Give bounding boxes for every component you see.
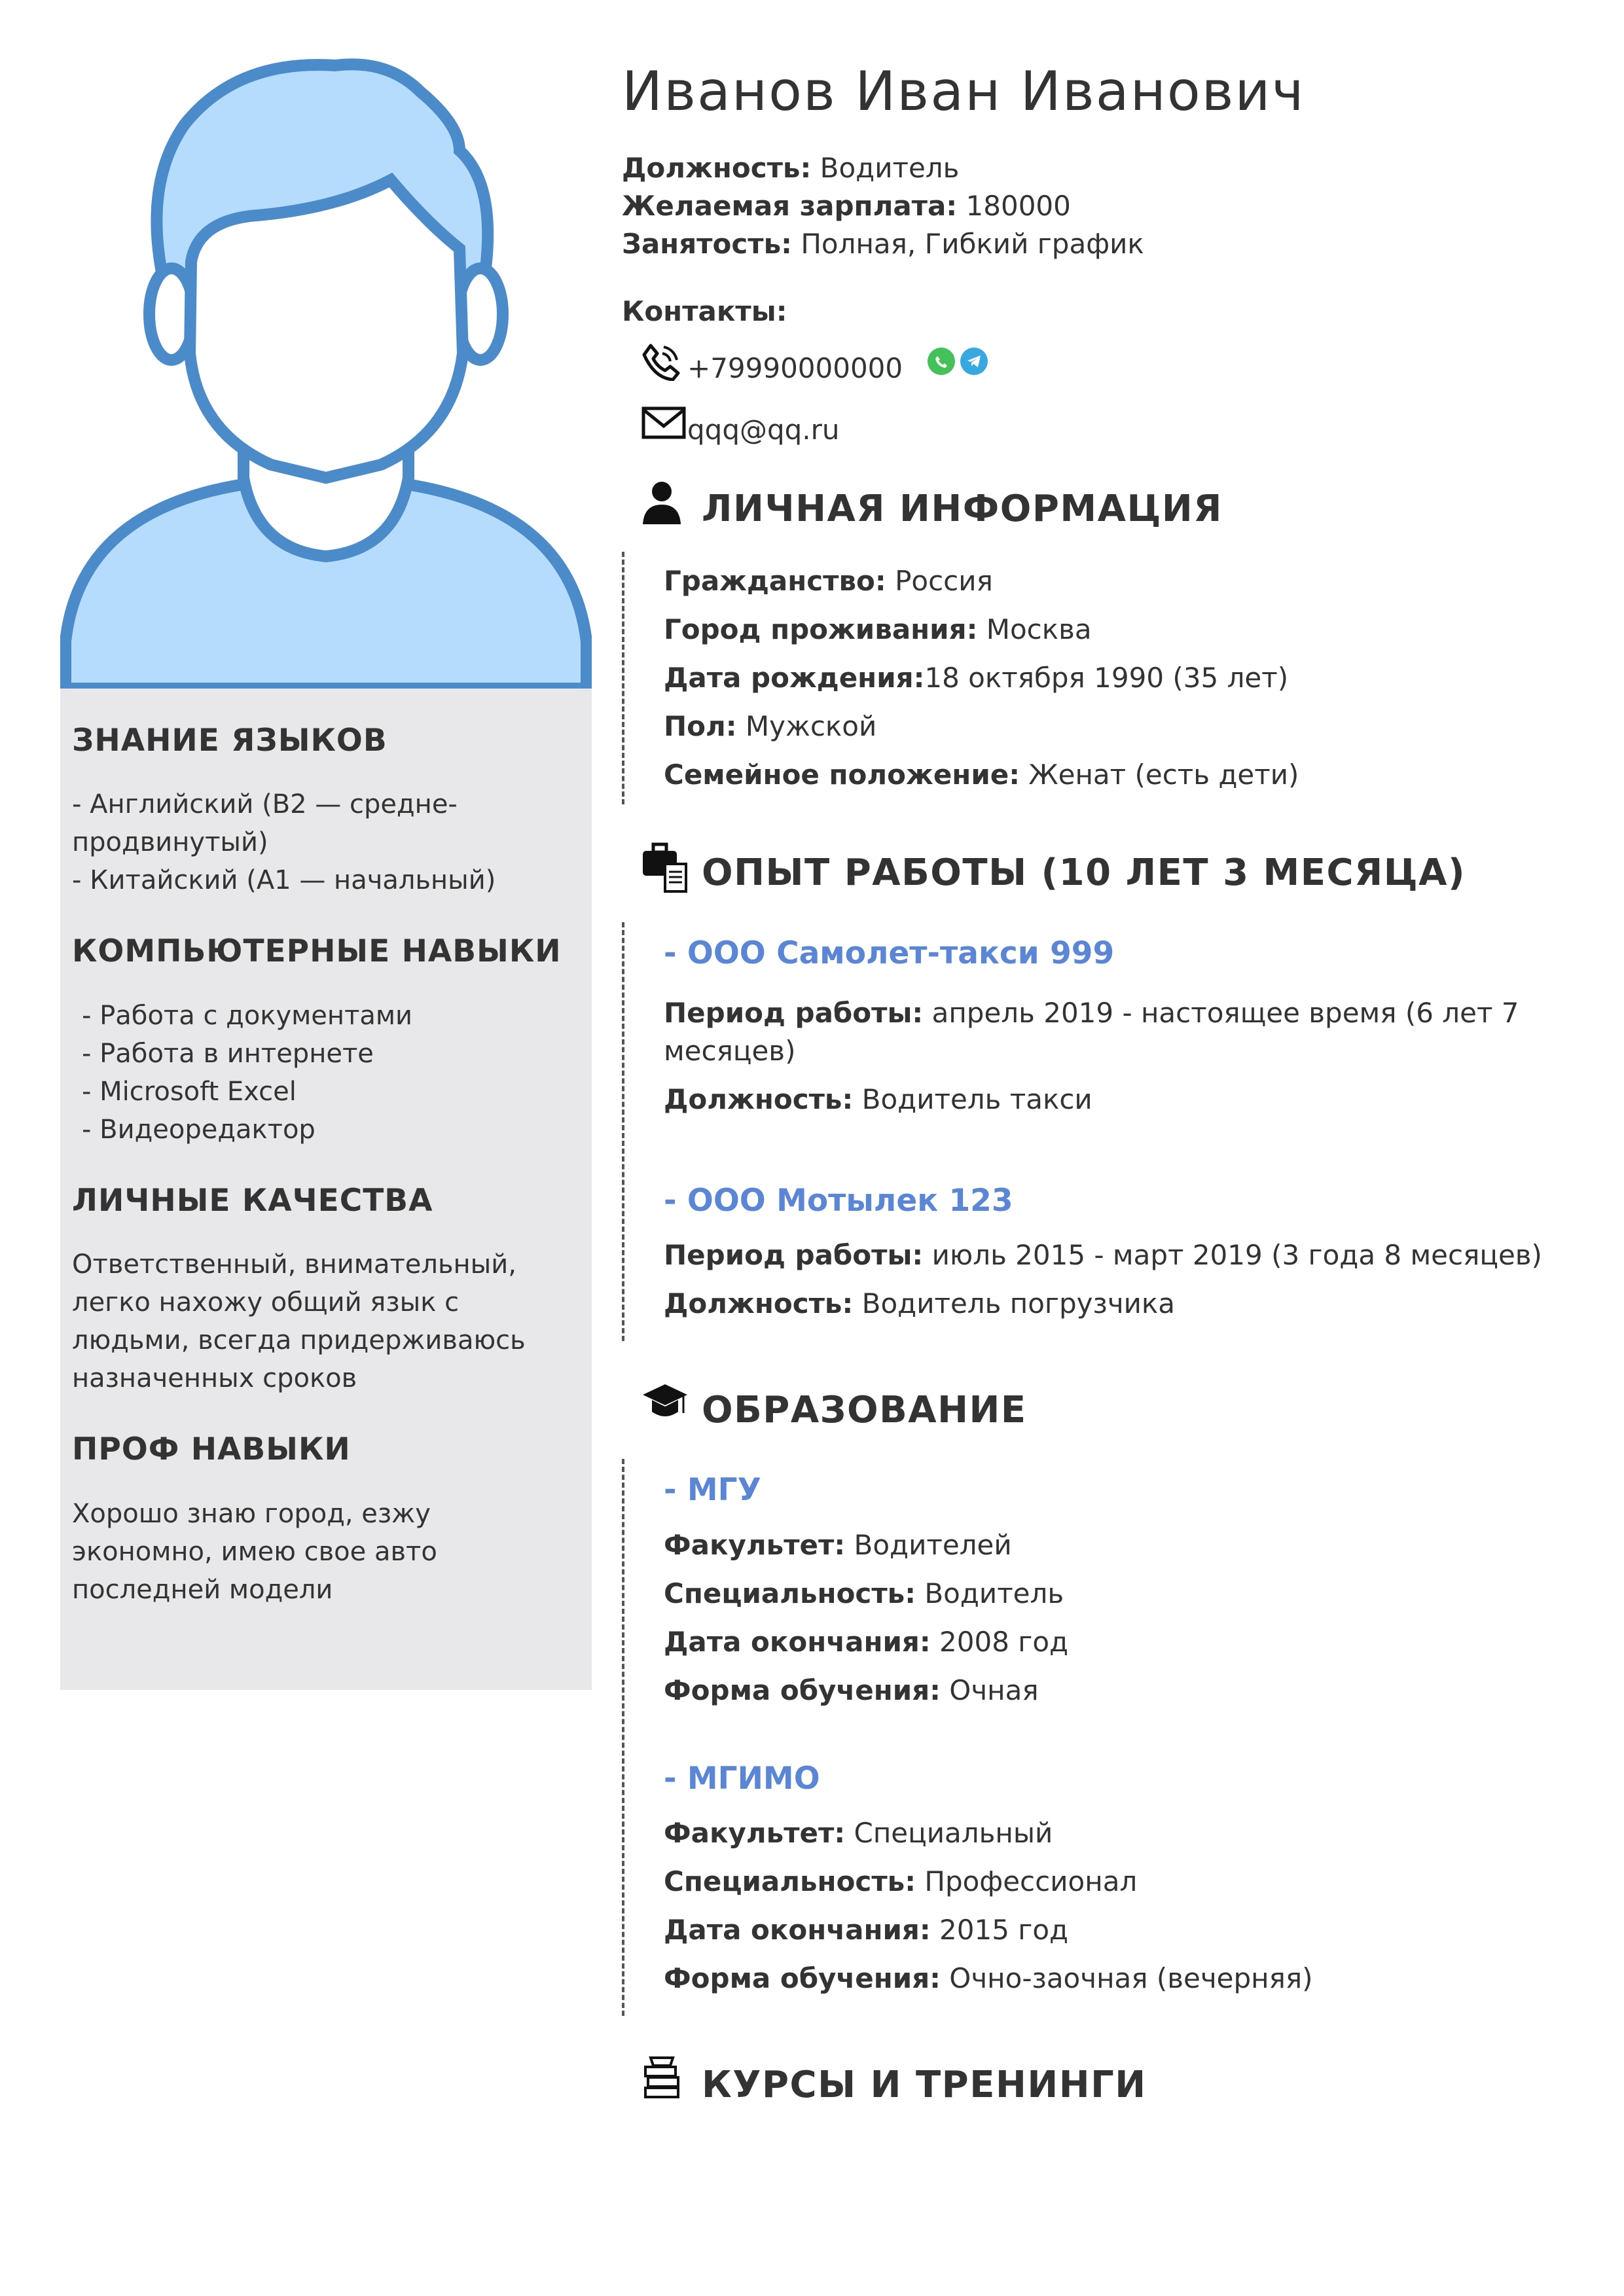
specialty-row bbox=[664, 1570, 1578, 1618]
row-label: Семейное положение: bbox=[664, 758, 1020, 791]
salary-value: 180000 bbox=[957, 189, 1071, 222]
birthdate-row bbox=[664, 654, 1578, 702]
row-label: Факультет: bbox=[664, 1528, 846, 1561]
email-value[interactable]: qqq@qq.ru bbox=[687, 414, 840, 446]
computer-skills-list bbox=[72, 997, 580, 1149]
study-form-row bbox=[664, 1954, 1578, 2003]
person-meta bbox=[622, 149, 1578, 263]
row-label: Дата окончания: bbox=[664, 1914, 931, 1946]
company-name: - ООО Самолет-такси 999 bbox=[664, 935, 1115, 971]
company-name: - ООО Мотылек 123 bbox=[664, 1182, 1013, 1219]
list-item: - Работа с документами bbox=[82, 997, 580, 1035]
row-label: Город проживания: bbox=[664, 613, 978, 645]
school-name: - МГИМО bbox=[664, 1760, 820, 1797]
row-value: 2015 год bbox=[930, 1914, 1069, 1946]
row-label: Форма обучения: bbox=[664, 1674, 941, 1706]
row-label: Дата рождения: bbox=[664, 661, 925, 694]
row-value: 2008 год bbox=[930, 1625, 1069, 1658]
row-label: Факультет: bbox=[664, 1817, 846, 1850]
telegram-icon[interactable] bbox=[960, 348, 988, 375]
job-position-row bbox=[664, 1075, 1578, 1124]
phone-row[interactable] bbox=[622, 331, 1578, 392]
job-entry bbox=[664, 935, 1578, 1124]
employment-value: Полная, Гибкий график bbox=[791, 227, 1144, 260]
email-row[interactable] bbox=[622, 392, 1578, 454]
education-title: ОБРАЗОВАНИЕ bbox=[702, 1388, 1027, 1431]
row-value: Женат (есть дети) bbox=[1020, 758, 1299, 791]
right-column bbox=[622, 59, 1578, 2114]
mail-icon bbox=[641, 400, 687, 446]
citizenship-row bbox=[664, 557, 1578, 605]
school-entry bbox=[664, 1761, 1578, 2003]
period-row bbox=[664, 989, 1578, 1075]
row-value: апрель 2019 - настоящее время (6 лет 7 месяцев) bbox=[664, 996, 1519, 1067]
avatar-icon bbox=[60, 52, 592, 689]
row-value: Очная bbox=[940, 1674, 1039, 1706]
phone-icon bbox=[641, 338, 687, 384]
books-icon bbox=[641, 2052, 689, 2104]
school-details bbox=[664, 1809, 1578, 2003]
row-value: Специальный bbox=[845, 1817, 1053, 1850]
employment-label: Занятость: bbox=[622, 227, 792, 260]
city-row bbox=[664, 605, 1578, 654]
list-item: - Microsoft Excel bbox=[82, 1073, 580, 1111]
row-label: Пол: bbox=[664, 709, 737, 742]
job-position-row bbox=[664, 1280, 1578, 1328]
qualities-section bbox=[60, 1149, 592, 1397]
salary-line bbox=[622, 187, 1578, 225]
experience-header bbox=[622, 831, 1578, 903]
personal-info-body bbox=[622, 552, 1578, 804]
school-name: - МГУ bbox=[664, 1472, 761, 1509]
row-label: Должность: bbox=[664, 1083, 854, 1115]
experience-body bbox=[622, 922, 1578, 1342]
job-entry bbox=[664, 1183, 1578, 1328]
languages-text: - Английский (B2 — средне- продвинутый) - Китайский (A1 — начальный) bbox=[72, 789, 496, 896]
phone-value[interactable]: +79990000000 bbox=[687, 352, 903, 385]
contacts-title: Контакты: bbox=[622, 295, 787, 327]
prof-skills-section bbox=[60, 1397, 592, 1608]
row-label: Период работы: bbox=[664, 996, 924, 1029]
computer-skills-section bbox=[60, 899, 592, 1148]
full-name: Иванов Иван Иванович bbox=[622, 60, 1305, 123]
row-value: Водителей bbox=[845, 1528, 1012, 1561]
faculty-row bbox=[664, 1521, 1578, 1570]
languages-section bbox=[60, 689, 592, 899]
row-value: Водитель такси bbox=[853, 1083, 1092, 1115]
row-value: Профессионал bbox=[916, 1865, 1138, 1898]
avatar bbox=[60, 52, 592, 689]
graduation-date-row bbox=[664, 1618, 1578, 1666]
gender-row bbox=[664, 702, 1578, 751]
row-label: Период работы: bbox=[664, 1239, 924, 1272]
position-value: Водитель bbox=[811, 151, 960, 184]
whatsapp-icon[interactable] bbox=[928, 348, 955, 375]
row-value: 18 октября 1990 (35 лет) bbox=[924, 661, 1289, 694]
employment-line bbox=[622, 225, 1578, 263]
row-value: Очно-заочная (вечерняя) bbox=[940, 1962, 1313, 1995]
sidebar-panel bbox=[60, 689, 592, 1690]
prof-skills-title: ПРОФ НАВЫКИ bbox=[72, 1431, 351, 1468]
experience-title: ОПЫТ РАБОТЫ (10 ЛЕТ 3 МЕСЯЦА) bbox=[702, 852, 1466, 895]
row-value: июль 2015 - март 2019 (3 года 8 месяцев) bbox=[923, 1239, 1542, 1272]
row-value: Водитель погрузчика bbox=[853, 1287, 1176, 1320]
person-icon bbox=[641, 476, 689, 529]
graduation-date-row bbox=[664, 1906, 1578, 1954]
left-column bbox=[60, 52, 592, 1690]
row-label: Должность: bbox=[664, 1287, 854, 1320]
period-row bbox=[664, 1231, 1578, 1280]
row-value: Мужской bbox=[736, 709, 877, 742]
courses-header bbox=[622, 2042, 1578, 2114]
row-value: Водитель bbox=[916, 1577, 1064, 1609]
personal-info-header bbox=[622, 467, 1578, 539]
prof-skills-text: Хорошо знаю город, езжу экономно, имею свое авто последней модели bbox=[72, 1498, 437, 1605]
graduation-cap-icon bbox=[641, 1377, 689, 1429]
position-label: Должность: bbox=[622, 151, 812, 184]
row-label: Специальность: bbox=[664, 1865, 916, 1898]
study-form-row bbox=[664, 1666, 1578, 1715]
row-value: Москва bbox=[977, 613, 1092, 645]
school-entry bbox=[664, 1472, 1578, 1714]
qualities-text: Ответственный, внимательный, легко нахожу общий язык с людьми, всегда придерживаюсь назначенных сроков bbox=[72, 1249, 526, 1394]
list-item: - Видеоредактор bbox=[82, 1111, 580, 1149]
row-label: Дата окончания: bbox=[664, 1625, 931, 1658]
row-label: Форма обучения: bbox=[664, 1962, 941, 1995]
row-label: Гражданство: bbox=[664, 564, 886, 597]
qualities-title: ЛИЧНЫЕ КАЧЕСТВА bbox=[72, 1182, 433, 1219]
education-body bbox=[622, 1459, 1578, 2016]
messenger-icons bbox=[928, 348, 988, 375]
languages-title: ЗНАНИЕ ЯЗЫКОВ bbox=[72, 723, 388, 759]
school-details bbox=[664, 1521, 1578, 1715]
marital-row bbox=[664, 751, 1578, 799]
faculty-row bbox=[664, 1809, 1578, 1857]
computer-skills-title: КОМПЬЮТЕРНЫЕ НАВЫКИ bbox=[72, 933, 562, 970]
salary-label: Желаемая зарплата: bbox=[622, 189, 958, 222]
education-header bbox=[622, 1367, 1578, 1439]
row-label: Специальность: bbox=[664, 1577, 916, 1609]
courses-title: КУРСЫ И ТРЕНИНГИ bbox=[702, 2063, 1147, 2106]
row-value: Россия bbox=[886, 564, 993, 597]
briefcase-icon bbox=[641, 840, 689, 893]
position-line bbox=[622, 149, 1578, 187]
list-item: - Работа в интернете bbox=[82, 1035, 580, 1073]
specialty-row bbox=[664, 1857, 1578, 1906]
personal-info-title: ЛИЧНАЯ ИНФОРМАЦИЯ bbox=[702, 488, 1223, 531]
